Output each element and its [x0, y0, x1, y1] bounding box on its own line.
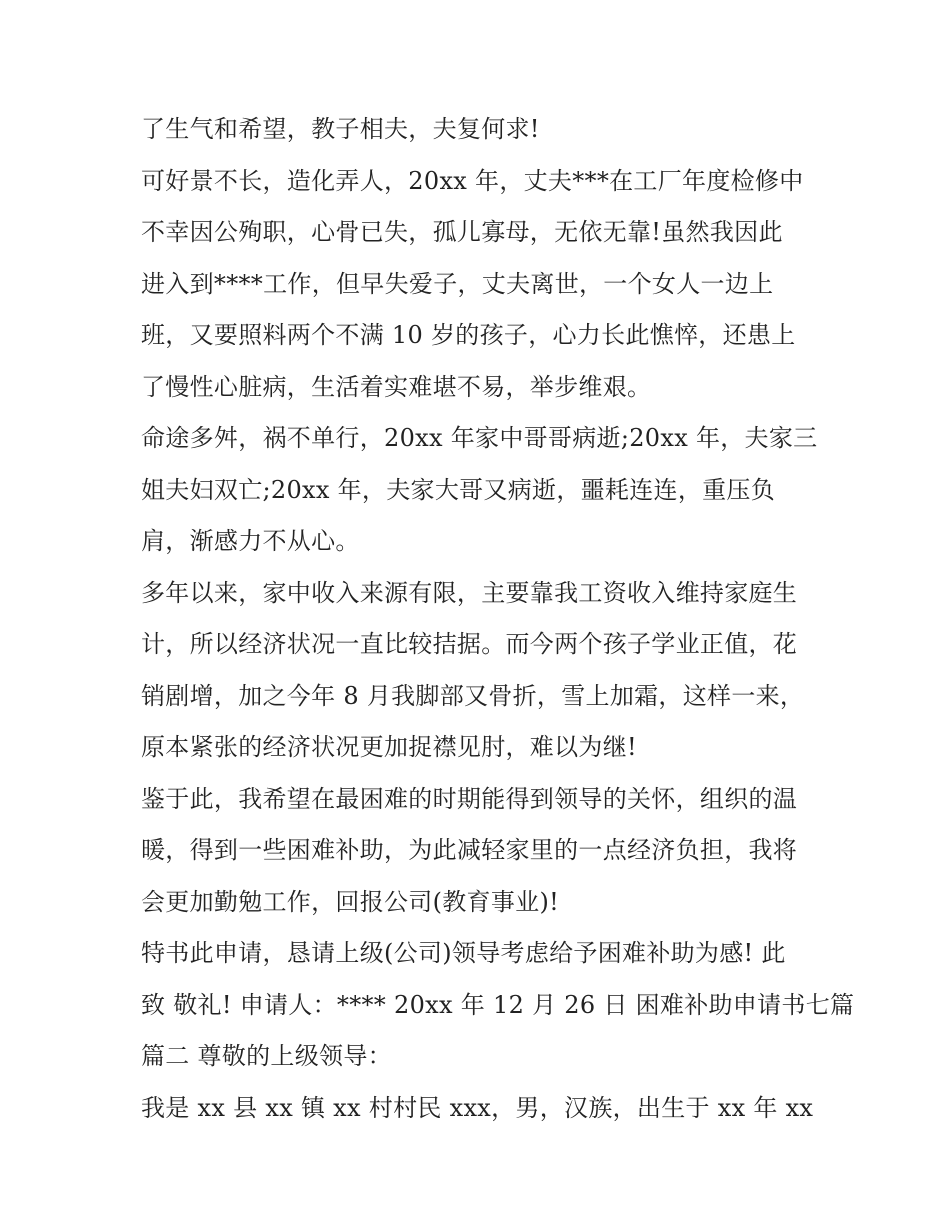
text-line: 篇二 尊敬的上级领导：: [141, 1042, 392, 1070]
text-line: 肩，渐感力不从心。: [141, 527, 360, 555]
text-line: 我是 xx 县 xx 镇 xx 村村民 xxx，男，汉族，出生于 xx 年 xx: [141, 1093, 814, 1122]
text-line: 了生气和希望，教子相夫，夫复何求!: [141, 115, 540, 143]
text-line: 进入到****工作，但早失爱子，丈夫离世，一个女人一边上: [141, 269, 774, 298]
text-line: 可好景不长，造化弄人，20xx 年，丈夫***在工厂年度检修中: [141, 166, 804, 195]
text-line: 命途多舛，祸不单行，20xx 年家中哥哥病逝;20xx 年，夫家三: [141, 424, 818, 452]
text-line: 致 敬礼! 申请人：**** 20xx 年 12 月 26 日 困难补助申请书七篇: [141, 990, 855, 1019]
document-body: [141, 104, 855, 1134]
text-line: 特书此申请，恳请上级(公司)领导考虑给予困难补助为感! 此: [141, 939, 786, 967]
text-line: 暖，得到一些困难补助，为此减轻家里的一点经济负担，我将: [141, 836, 798, 864]
text-line: 原本紧张的经济状况更加捉襟见肘，难以为继!: [141, 733, 637, 761]
text-line: 计，所以经济状况一直比较拮据。而今两个孩子学业正值，花: [141, 630, 798, 658]
text-line: 班，又要照料两个不满 10 岁的孩子，心力长此憔悴，还患上: [141, 321, 796, 349]
text-line: 了慢性心脏病，生活着实难堪不易，举步维艰。: [141, 372, 652, 401]
text-line: 销剧增，加之今年 8 月我脚部又骨折，雪上加霜，这样一来，: [141, 681, 805, 710]
text-line: 不幸因公殉职，心骨已失，孤儿寡母，无依无靠!虽然我因此: [141, 218, 783, 246]
text-line: 鉴于此，我希望在最困难的时期能得到领导的关怀，组织的温: [141, 784, 798, 813]
text-line: 会更加勤勉工作，回报公司(教育事业)!: [141, 887, 560, 916]
text-line: 多年以来，家中收入来源有限，主要靠我工资收入维持家庭生: [141, 578, 798, 607]
text-line: 姐夫妇双亡;20xx 年，夫家大哥又病逝，噩耗连连，重压负: [141, 475, 776, 504]
